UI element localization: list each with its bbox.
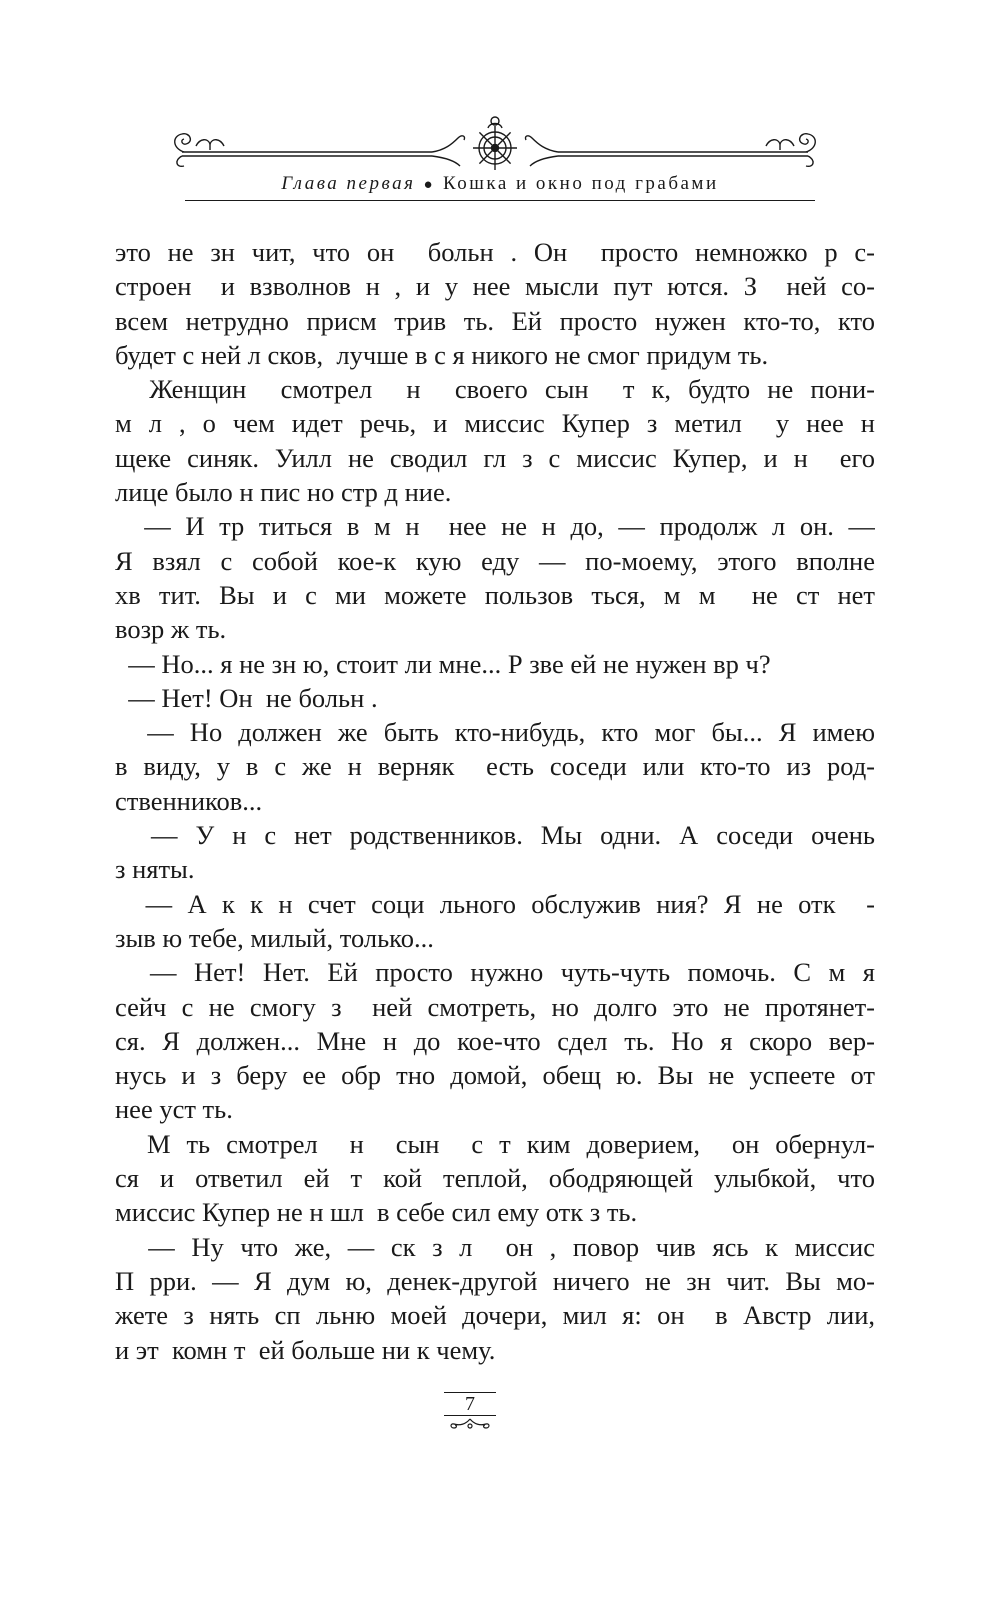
- text-line: возр ж ть.: [115, 614, 227, 645]
- text-line: ся и ответил ей т кой теплой, ободряющей улыбкой, что: [115, 1163, 875, 1194]
- text-line: П рри. — Я дум ю, денек-другой ничего не зн чит. Вы мо-: [115, 1265, 875, 1296]
- text-line: в виду, у в с же н верняк есть соседи или кто-то из род-: [115, 751, 875, 782]
- text-line: — А к к н счет соци льного обслужив ния? Я не отк -: [115, 888, 875, 919]
- header-rule: [185, 200, 815, 201]
- text-line: сейч с не смогу з ней смотреть, но долго это не протянет-: [115, 991, 875, 1022]
- running-head-title: Кошка и окно под грабами: [443, 173, 719, 194]
- text-line: и эт комн т ей больше ни к чему.: [115, 1334, 496, 1365]
- text-line: м л , о чем идет речь, и миссис Купер з метил у нее н: [115, 408, 875, 439]
- running-head: [185, 172, 815, 197]
- text-line: Женщин смотрел н своего сын т к, будто не пони-: [115, 374, 875, 405]
- text-line: щеке синяк. Уилл не сводил гл з с миссис Купер, и н его: [115, 442, 875, 473]
- text-line: — Ну что же, — ск з л он , повор чив ясь к миссис: [115, 1231, 875, 1262]
- text-line: нусь и з беру ее обр тно домой, обещ ю. Вы не успеете от: [115, 1060, 875, 1091]
- text-line: жете з нять сп льню моей дочери, мил я: он в Австр лии,: [115, 1300, 875, 1331]
- text-line: строен и взволнов н , и у нее мысли пут ются. З ней со-: [115, 271, 875, 302]
- text-line: будет с ней л сков, лучше в с я никого не смог придум ть.: [115, 339, 769, 370]
- text-line: — У н с нет родственников. Мы одни. А соседи очень: [115, 820, 875, 851]
- text-line: миссис Купер не н шл в себе сил ему отк з ть.: [115, 1197, 638, 1228]
- body-text: [115, 235, 875, 1367]
- page-number: 7: [465, 1393, 475, 1415]
- bullet-separator-icon: ●: [423, 177, 436, 193]
- text-line: нее уст ть.: [115, 1094, 233, 1125]
- text-line: — И тр титься в м н нее не н до, — продолж л он. —: [115, 511, 875, 542]
- text-line: хв тит. Вы и с ми можете пользов ться, м м не ст нет: [115, 579, 875, 610]
- running-head-chapter: Глава первая: [281, 173, 416, 194]
- text-line: М ть смотрел н сын с т ким доверием, он обернул-: [115, 1128, 875, 1159]
- text-line: — Но должен же быть кто-нибудь, кто мог бы... Я имею: [115, 717, 875, 748]
- folio: [440, 1392, 500, 1432]
- folio-ornament-icon: [446, 1416, 494, 1432]
- text-line: — Нет! Нет. Ей просто нужно чуть-чуть помочь. С м я: [115, 957, 875, 988]
- text-line: лице было н пис но стр д ние.: [115, 477, 452, 508]
- text-line: ся. Я должен... Мне н до кое-что сдел ть. Но я скоро вер-: [115, 1025, 875, 1056]
- text-line: всем нетрудно присм трив ть. Ей просто нужен кто-то, кто: [115, 305, 875, 336]
- text-line: Я взял с собой кое-к кую еду — по-моему, этого вполне: [115, 545, 875, 576]
- text-line: это не зн чит, что он больн . Он просто немножко р с-: [115, 237, 875, 267]
- text-line: зыв ю тебе, милый, только...: [115, 922, 434, 953]
- text-line: — Нет! Он не больн .: [115, 682, 378, 713]
- text-line: ственников...: [115, 785, 263, 816]
- header-ornament: [170, 112, 820, 172]
- text-line: — Но... я не зн ю, стоит ли мне... Р зве ей не нужен вр ч?: [115, 648, 771, 679]
- text-line: з няты.: [115, 854, 195, 885]
